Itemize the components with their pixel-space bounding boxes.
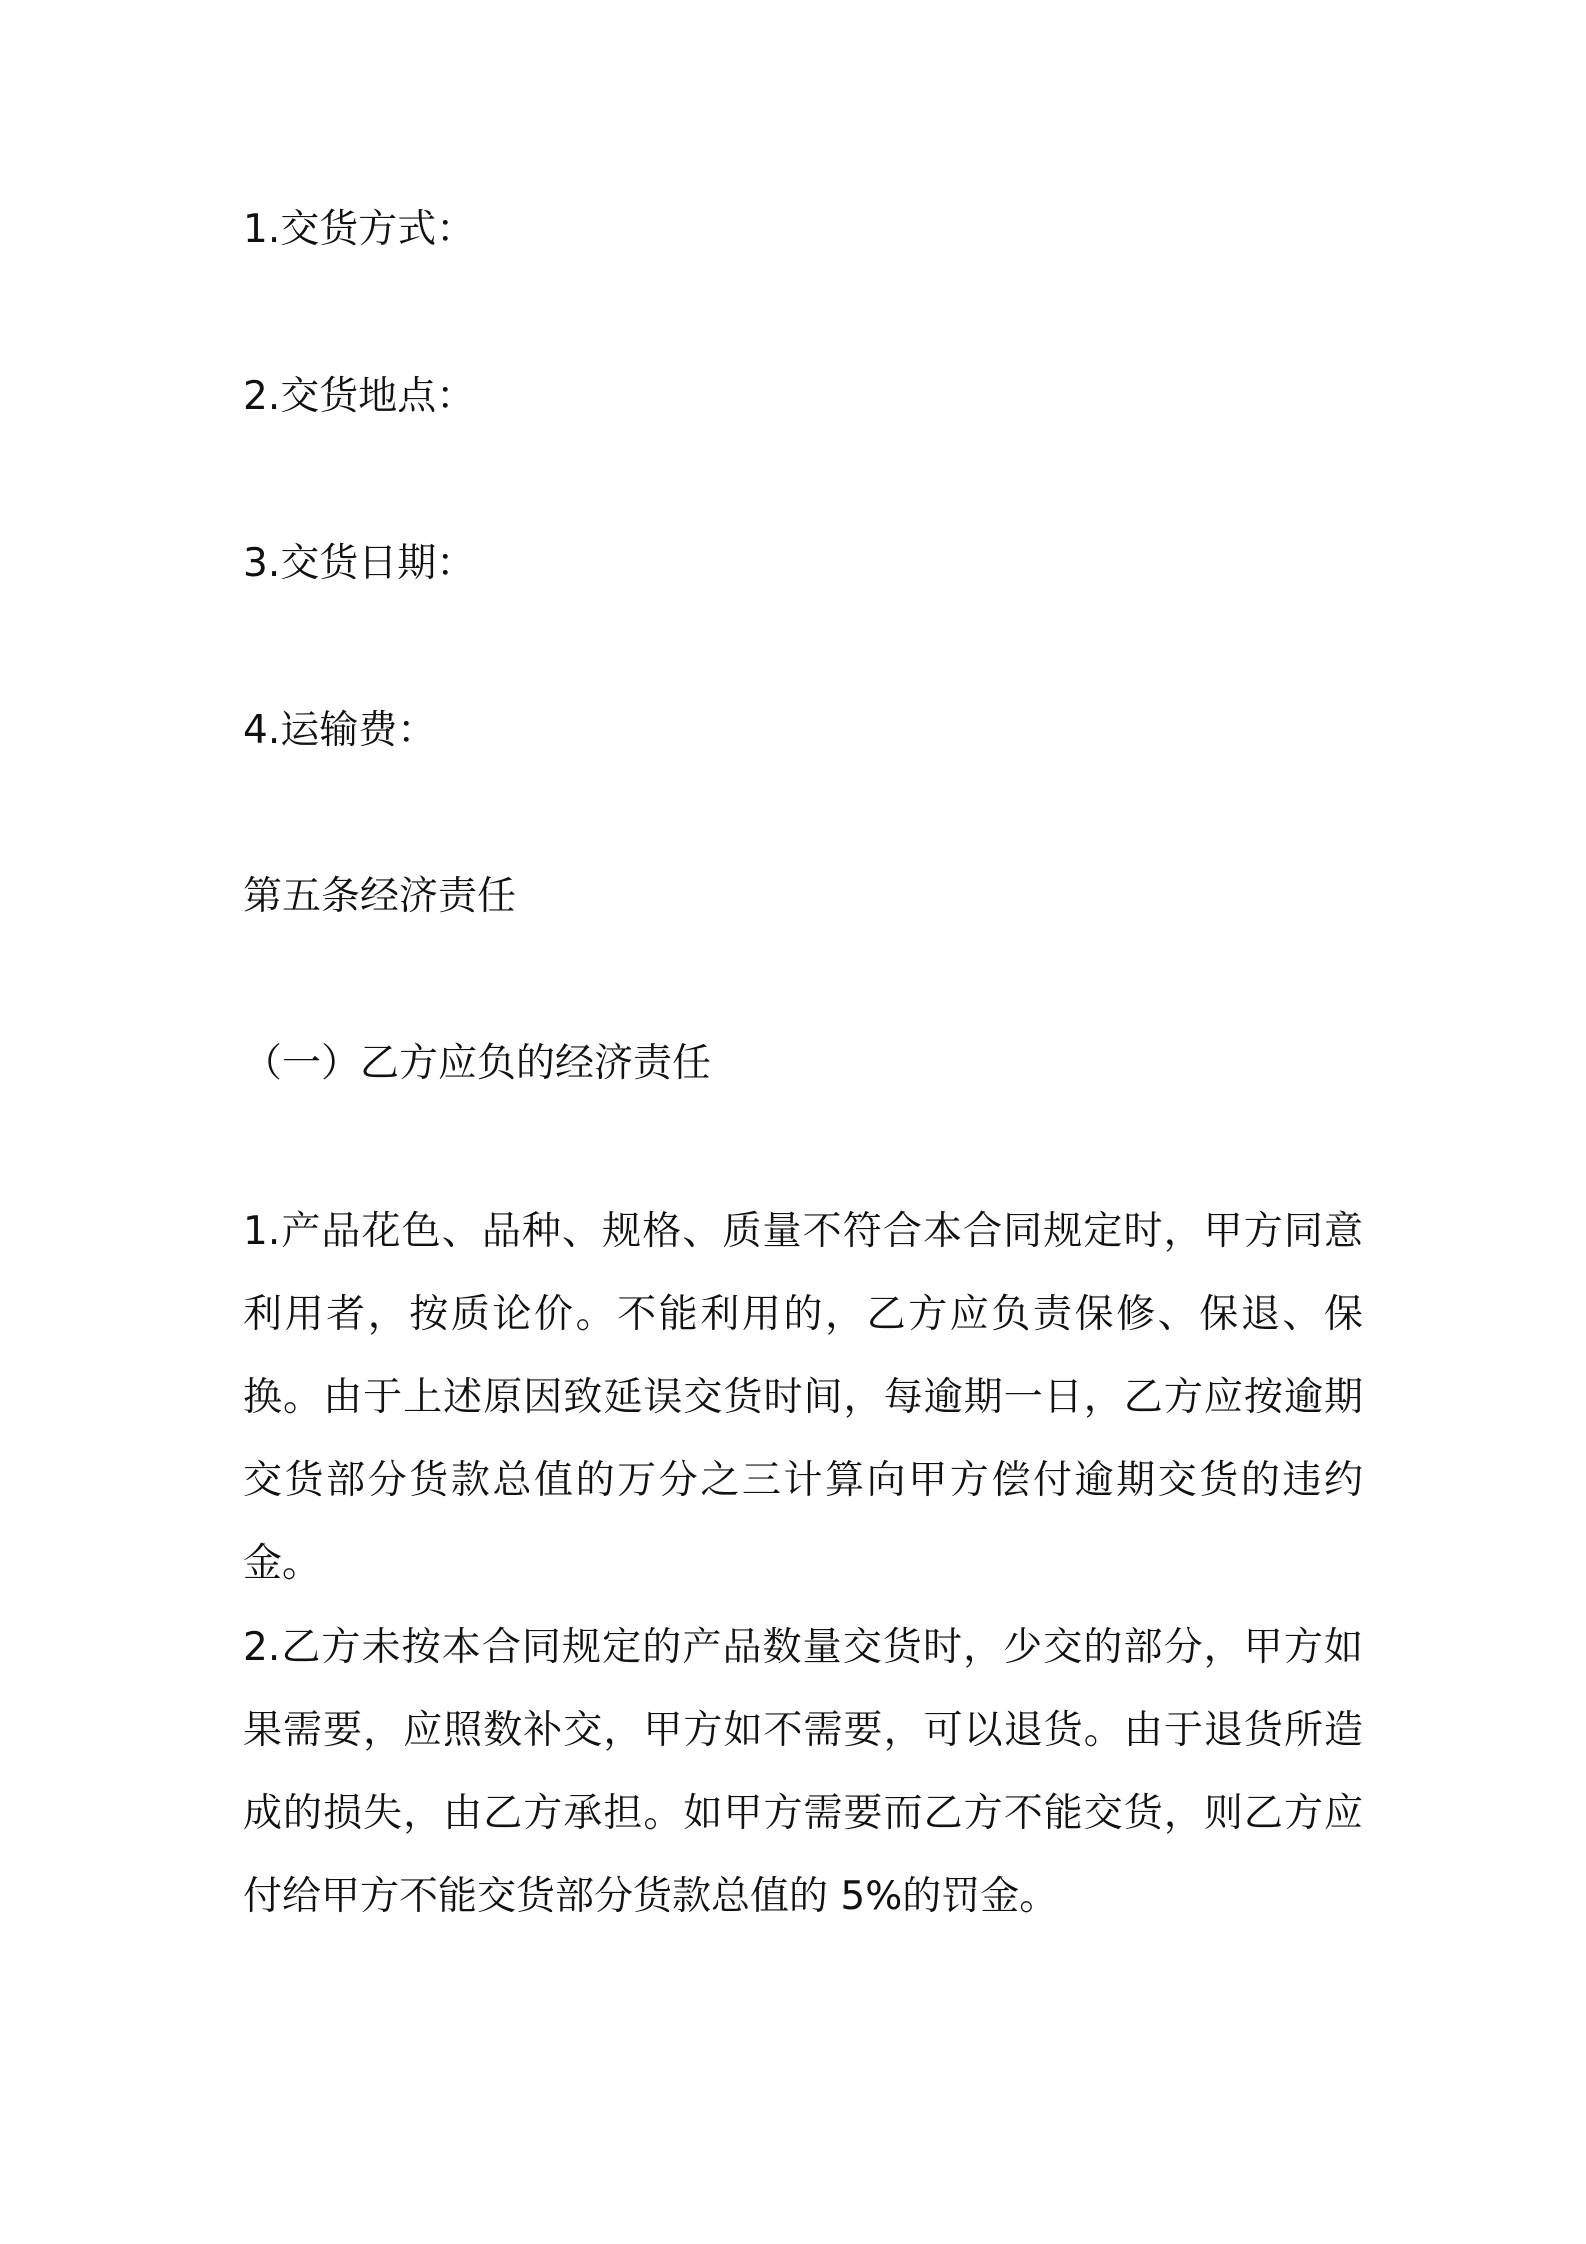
article-five-heading: 第五条经济责任 (243, 874, 517, 919)
section-one-heading: （一）乙方应负的经济责任 (243, 1041, 712, 1086)
clause-1-paragraph: 1.产品花色、品种、规格、质量不符合本合同规定时，甲方同意利用者，按质论价。不能利用的，乙方应负责保修、保退、保换。由于上述原因致延误交货时间，每逾期一日，乙方应按逾期交货部分货款总值的万分之三计算向甲方偿付逾期交货的违约金。 (243, 1209, 1363, 1586)
clause-2-paragraph: 2.乙方未按本合同规定的产品数量交货时，少交的部分，甲方如果需要，应照数补交，甲方如不需要，可以退货。由于退货所造成的损失，由乙方承担。如甲方需要而乙方不能交货，则乙方应付给甲方不能交货部分货款总值的 5%的罚金。 (243, 1625, 1363, 1919)
delivery-place-line: 2.交货地点： (243, 374, 476, 419)
delivery-method-line: 1.交货方式： (243, 207, 476, 252)
freight-line: 4.运输费： (243, 708, 437, 753)
delivery-date-line: 3.交货日期： (243, 541, 476, 586)
